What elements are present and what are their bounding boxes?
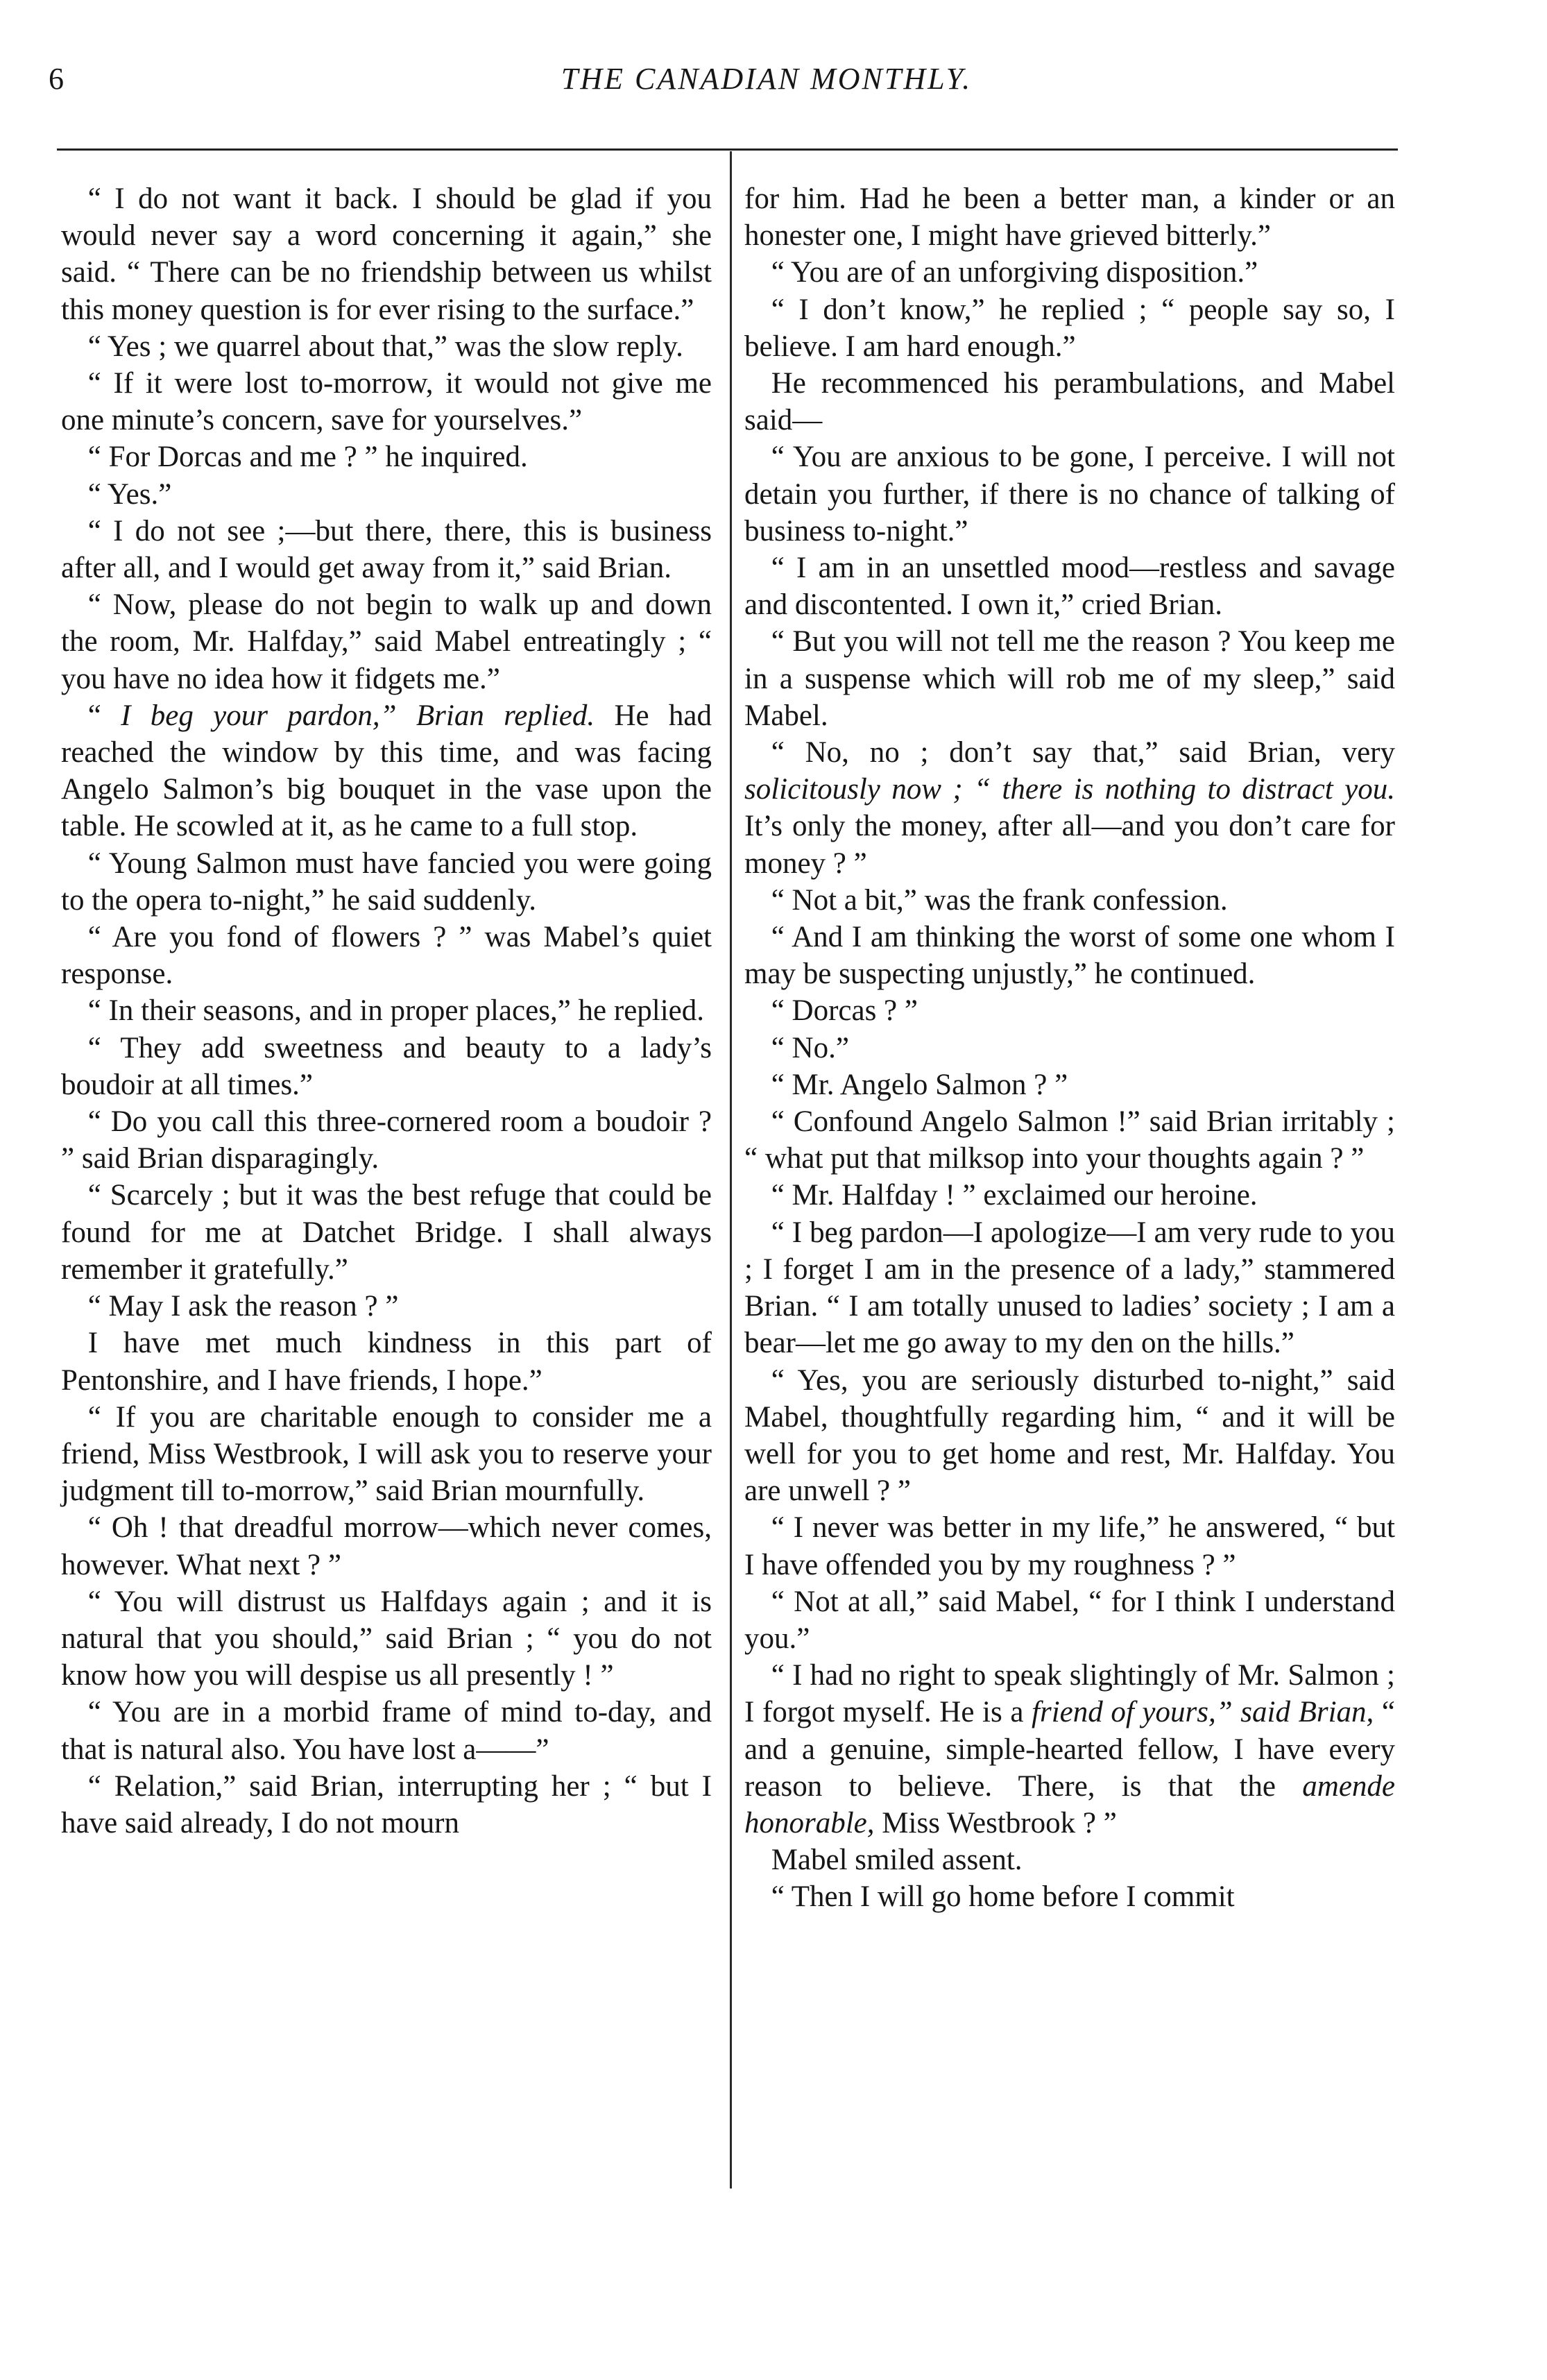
column-divider — [730, 151, 732, 2188]
right-column — [744, 180, 1395, 1916]
paragraph: “ I do not want it back. I should be glad if you would never say a word concerning it again,” she said. “ There can be no friendship between us whilst this money question is for ever rising to the surface.” — [61, 182, 712, 326]
text-run: “ and a genuine, simple-hearted fellow, I have every reason to believe. There, is that the — [744, 1696, 1395, 1803]
paragraph: “ I do not see ;—but there, there, this is business after all, and I would get away from it,” said Brian. — [61, 514, 712, 585]
left-column — [61, 180, 712, 1842]
paragraph: Mabel smiled assent. — [771, 1844, 1023, 1877]
paragraph: “ And I am thinking the worst of some one whom I may be suspecting unjustly,” he continued. — [744, 921, 1395, 991]
paragraph: “ Mr. Halfday ! ” exclaimed our heroine. — [771, 1179, 1258, 1212]
page-number: 6 — [49, 62, 64, 96]
paragraph: “ You will distrust us Halfdays again ; and it is natural that you should,” said Brian ; “ you do not know how you will despise us all presently ! ” — [61, 1585, 712, 1692]
paragraph: “ Relation,” said Brian, interrupting her ; “ but I have said already, I do not mourn — [61, 1769, 712, 1839]
paragraph: “ Young Salmon must have fancied you were going to the opera to-night,” he said suddenly. — [61, 847, 712, 917]
paragraph: “ You are anxious to be gone, I perceive. I will not detain you further, if there is no chance of talking of business to-night.” — [744, 441, 1395, 547]
paragraph: “ Not at all,” said Mabel, “ for I think I understand you.” — [744, 1585, 1395, 1655]
text-run: It’s only the money, after all—and you don’t care for money ? ” — [744, 810, 1395, 880]
paragraph: “ For Dorcas and me ? ” he inquired. — [87, 441, 528, 474]
paragraph: “ If it were lost to-morrow, it would not give me one minute’s concern, save for yourselves.” — [61, 367, 712, 437]
paragraph: “ Then I will go home before I commit — [771, 1880, 1235, 1914]
paragraph: “ Yes.” — [87, 477, 172, 511]
paragraph: “ Confound Angelo Salmon !” said Brian irritably ; “ what put that milksop into your thoughts again ? ” — [744, 1105, 1395, 1175]
italic-text: I beg your pardon,” Brian replied. — [121, 699, 595, 732]
paragraph: “ Not a bit,” was the frank confession. — [771, 883, 1228, 917]
paragraph: “ You are in a morbid frame of mind to-day, and that is natural also. You have lost a——” — [61, 1696, 712, 1766]
paragraph: “ Oh ! that dreadful morrow—which never comes, however. What next ? ” — [61, 1511, 712, 1581]
paragraph: “ Mr. Angelo Salmon ? ” — [771, 1068, 1068, 1101]
text-run: “ No, no ; don’t say that,” said Brian, very — [771, 736, 1395, 770]
paragraph: I have met much kindness in this part of Pentonshire, and I have friends, I hope.” — [61, 1327, 712, 1397]
paragraph: “ They add sweetness and beauty to a lady’s boudoir at all times.” — [61, 1031, 712, 1101]
paragraph: “ You are of an unforgiving disposition.” — [771, 256, 1258, 289]
paragraph — [61, 697, 712, 845]
text-run: He had reached the window by this time, and was facing Angelo Salmon’s big bouquet in the vase upon the table. He scowled at it, as he came to a full stop. — [61, 699, 712, 843]
paragraph: “ Yes ; we quarrel about that,” was the slow reply. — [87, 330, 683, 363]
italic-text: friend of yours,” said Brian, — [1032, 1696, 1374, 1729]
page-header — [49, 60, 1457, 122]
text-run: Miss Westbrook ? ” — [874, 1806, 1117, 1839]
paragraph: “ But you will not tell me the reason ? You keep me in a suspense which will rob me of my sleep,” said Mabel. — [744, 625, 1395, 732]
paragraph: “ Scarcely ; but it was the best refuge that could be found for me at Datchet Bridge. I shall always remember it gratefully.” — [61, 1179, 712, 1286]
italic-text: solicitously now ; “ there is nothing to distract you. — [744, 773, 1395, 806]
paragraph: “ Dorcas ? ” — [771, 994, 918, 1028]
running-head: THE CANADIAN MONTHLY. — [561, 62, 973, 96]
paragraph: “ Are you fond of flowers ? ” was Mabel’s quiet response. — [61, 921, 712, 991]
header-rule — [57, 148, 1398, 151]
paragraph: “ I beg pardon—I apologize—I am very rude to you ; I forget I am in the presence of a lady,” stammered Brian. “ I am totally unused to ladies’ society ; I am a bear—let me go away to my den on the hills.” — [744, 1216, 1395, 1360]
paragraph: “ In their seasons, and in proper places,” he replied. — [87, 994, 705, 1028]
paragraph: “ Do you call this three-cornered room a boudoir ? ” said Brian disparagingly. — [61, 1105, 712, 1175]
text-run: “ I had no right to speak slightingly of Mr. Salmon ; I forgot myself. He is a — [744, 1659, 1395, 1729]
paragraph: “ I never was better in my life,” he answered, “ but I have offended you by my roughness ? ” — [744, 1511, 1395, 1581]
paragraph: for him. Had he been a better man, a kinder or an honester one, I might have grieved bitterly.” — [744, 182, 1395, 253]
paragraph: He recommenced his perambulations, and Mabel said— — [744, 367, 1395, 437]
paragraph — [744, 734, 1395, 882]
paragraph: “ I am in an unsettled mood—restless and savage and discontented. I own it,” cried Brian. — [744, 552, 1395, 622]
italic-text: amende honorable, — [744, 1769, 1395, 1839]
paragraph: “ Yes, you are seriously disturbed to-night,” said Mabel, thoughtfully regarding him, “ and it will be well for you to get home and rest, Mr. Halfday. You are unwell ? ” — [744, 1363, 1395, 1508]
paragraph: “ May I ask the reason ? ” — [87, 1290, 399, 1323]
paragraph — [744, 1657, 1395, 1842]
text-run: “ — [87, 699, 121, 732]
paragraph: “ No.” — [771, 1031, 849, 1064]
paragraph: “ If you are charitable enough to consider me a friend, Miss Westbrook, I will ask you to reserve your judgment till to-morrow,” said Brian mournfully. — [61, 1400, 712, 1508]
paragraph: “ I don’t know,” he replied ; “ people say so, I believe. I am hard enough.” — [744, 293, 1395, 363]
paragraph: “ Now, please do not begin to walk up and down the room, Mr. Halfday,” said Mabel entreatingly ; “ you have no idea how it fidgets me.” — [61, 588, 712, 695]
